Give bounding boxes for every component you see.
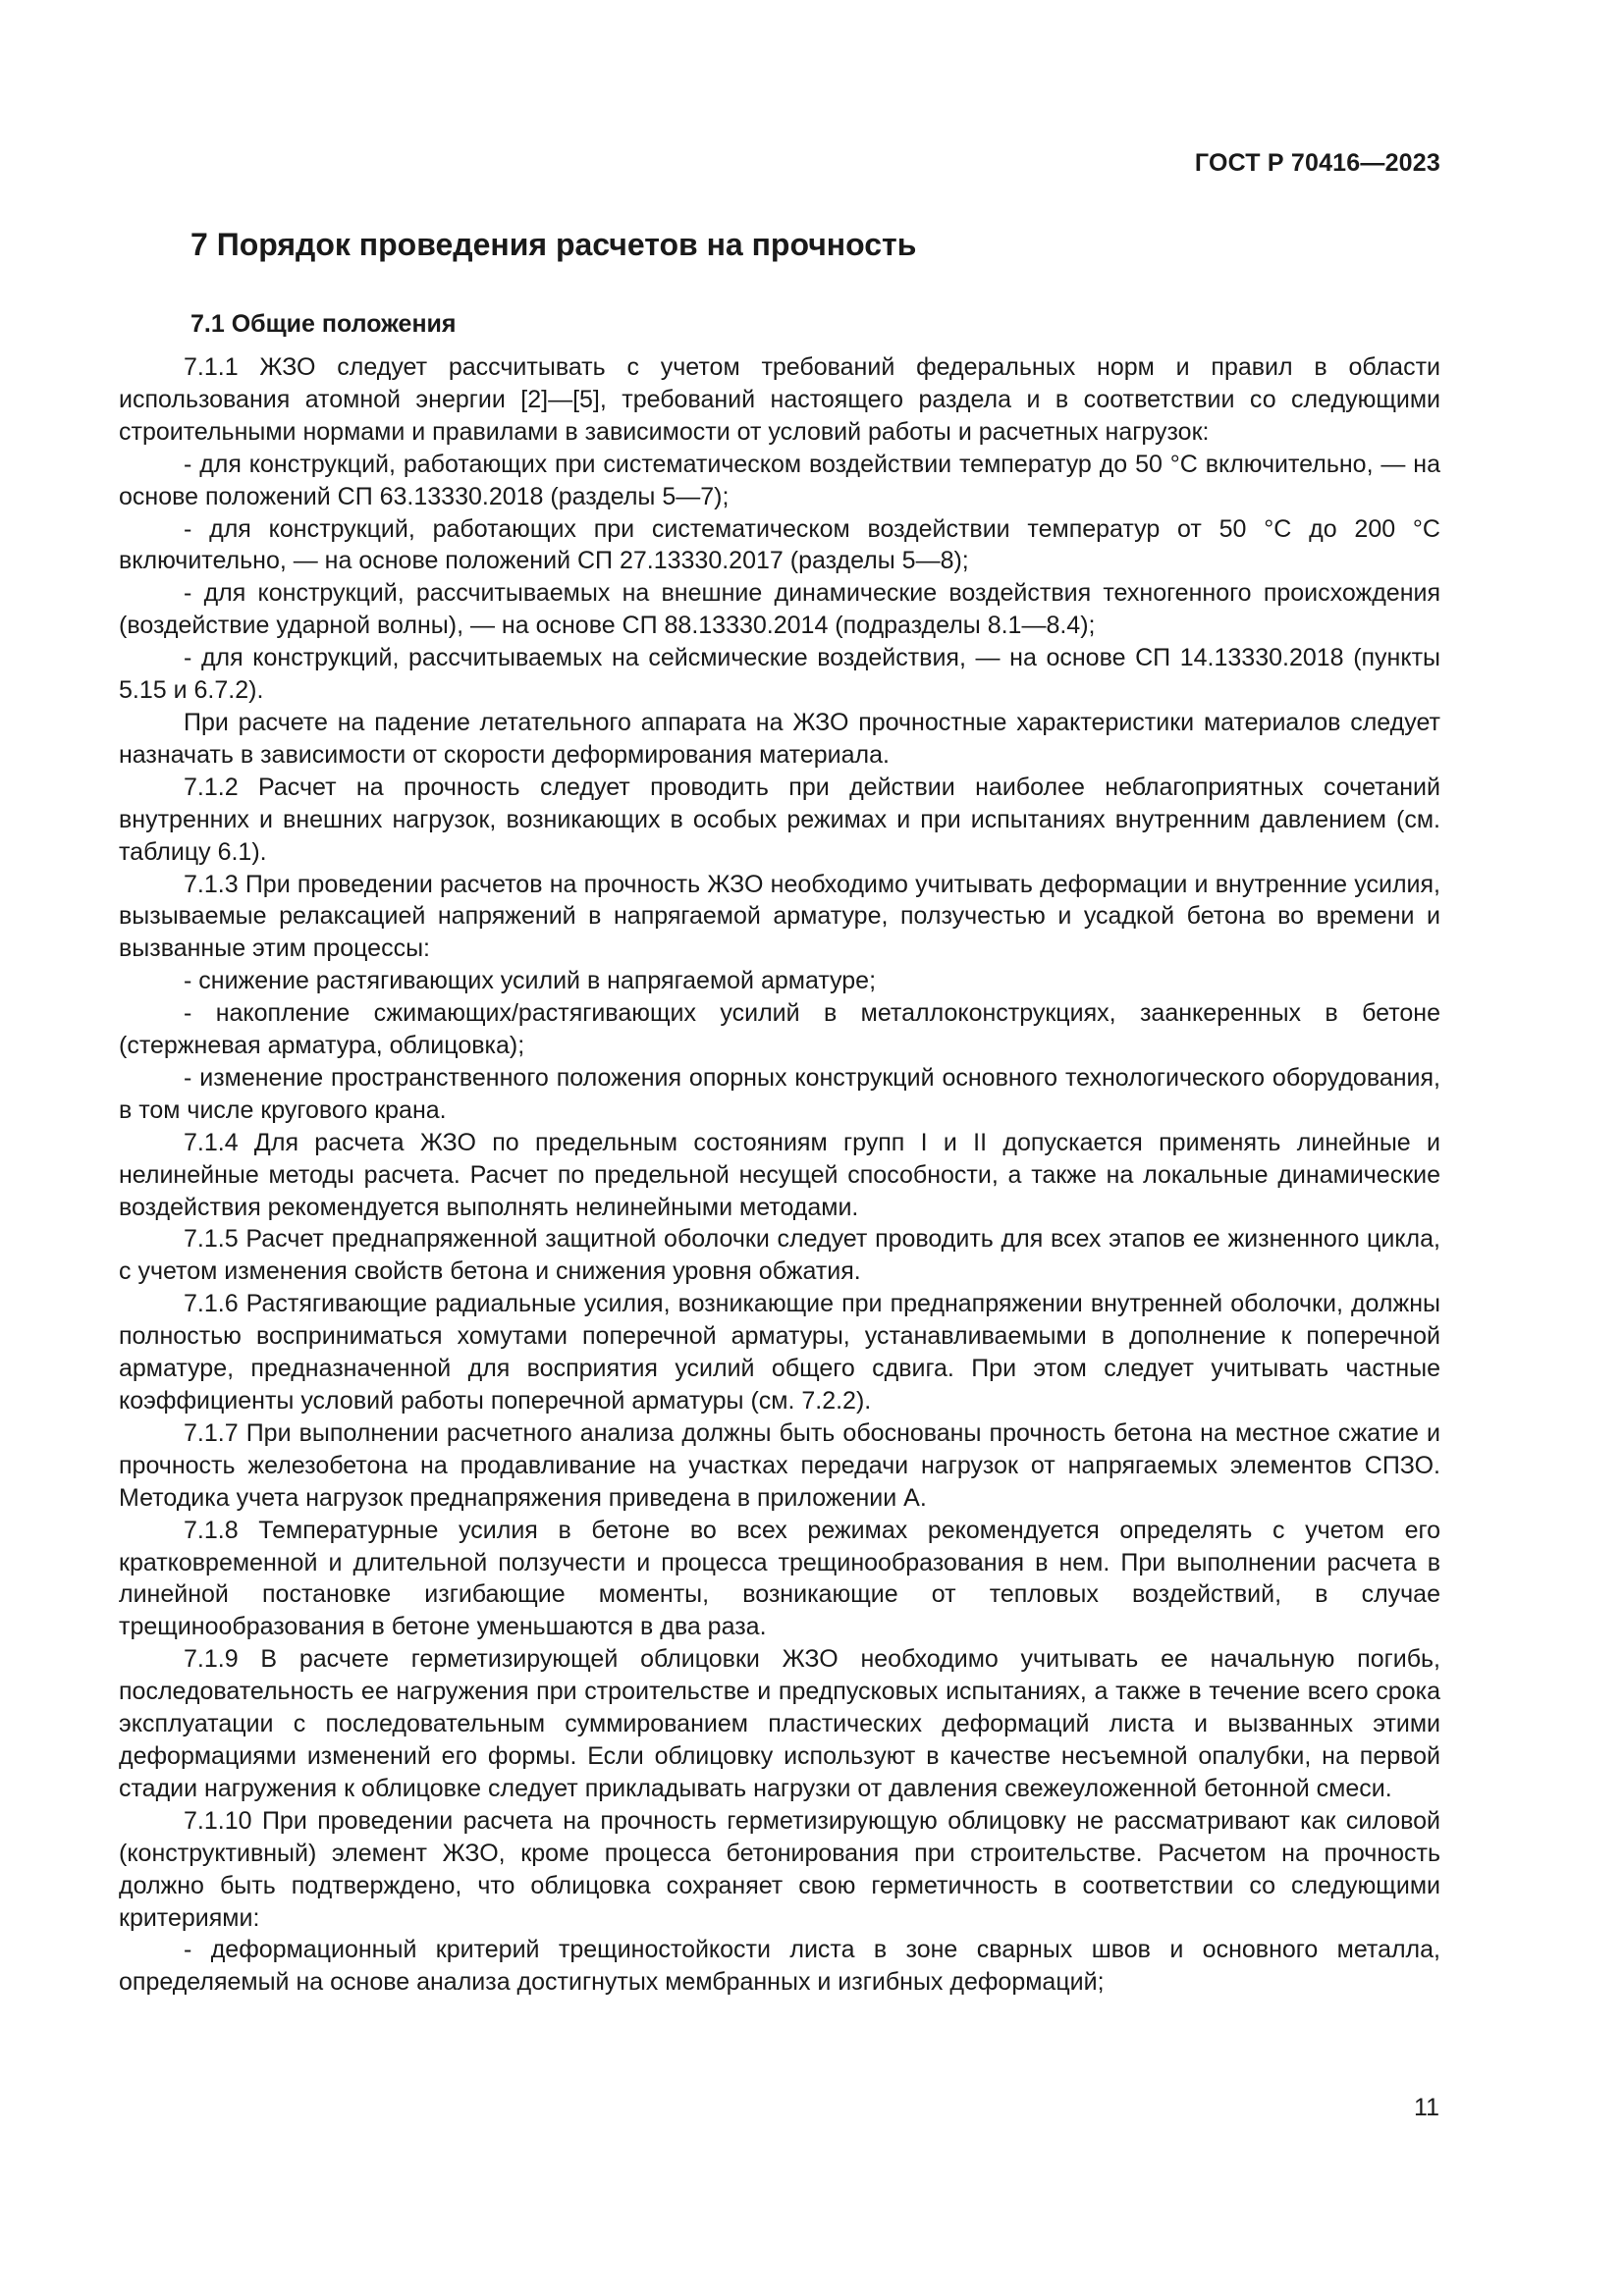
list-item-deformation-criterion: - деформационный критерий трещиностойкости листа в зоне сварных швов и основного металла, определяемый на основе анализа достигнутых мембранных и изгибных деформаций;: [119, 1936, 1440, 1997]
list-item-dynamic: - для конструкций, рассчитываемых на внешние динамические воздействия техногенного происхождения (воздействие ударной волны), — на основе СП 88.13330.2014 (подразделы 8.1—8.4);: [119, 579, 1440, 640]
paragraph-aircraft-impact: При расчете на падение летательного аппарата на ЖЗО прочностные характеристики материалов следует назначать в зависимости от скорости деформирования материала.: [119, 708, 1440, 769]
paragraph-7-1-2: 7.1.2 Расчет на прочность следует проводить при действии наиболее неблагоприятных сочетаний внутренних и внешних нагрузок, возникающих в особых режимах и при испытаниях внутренним давлением (см. таблицу 6.1).: [119, 773, 1440, 866]
paragraph-7-1-7: 7.1.7 При выполнении расчетного анализа должны быть обоснованы прочность бетона на местное сжатие и прочность железобетона на продавливание на участках передачи нагрузок от напрягаемых элементов СПЗО. Методика учета нагрузок преднапряжения приведена в приложении А.: [119, 1418, 1440, 1512]
list-item-temp-50: - для конструкций, работающих при систематическом воздействии температур до 50 °С включительно, — на основе положений СП 63.13330.2018 (разделы 5—7);: [119, 450, 1440, 510]
paragraph-7-1-6: 7.1.6 Растягивающие радиальные усилия, возникающие при преднапряжении внутренней оболочки, должны полностью восприниматься хомутами поперечной арматуры, устанавливаемыми в дополнение к поперечной арматуре, предназначенной для восприятия усилий общего сдвига. При этом следует учитывать частные коэффициенты условий работы поперечной арматуры (см. 7.2.2).: [119, 1290, 1440, 1415]
list-item-seismic: - для конструкций, рассчитываемых на сейсмические воздействия, — на основе СП 14.13330.2018 (пункты 5.15 и 6.7.2).: [119, 644, 1440, 705]
standard-designation: ГОСТ Р 70416—2023: [1194, 149, 1440, 177]
list-item-force-accumulation: - накопление сжимающих/растягивающих усилий в металлоконструкциях, заанкеренных в бетоне (стержневая арматура, облицовка);: [119, 999, 1440, 1060]
section-title: 7 Порядок проведения расчетов на прочность: [190, 227, 917, 262]
paragraph-7-1-1: 7.1.1 ЖЗО следует рассчитывать с учетом требований федеральных норм и правил в области использования атомной энергии [2]—[5], требований настоящего раздела и в соответствии со следующими строительными нормами и правилами в зависимости от условий работы и расчетных нагрузок:: [119, 353, 1440, 446]
paragraph-7-1-9: 7.1.9 В расчете герметизирующей облицовки ЖЗО необходимо учитывать ее начальную погибь, последовательность ее нагружения при строительстве и предпусковых испытаниях, а также в течение всего срока эксплуатации с последовательным суммированием пластических деформаций листа и вызванных этими деформациями изменений его формы. Если облицовку используют в качестве несъемной опалубки, на первой стадии нагружения к облицовке следует прикладывать нагрузки от давления свежеуложенной бетонной смеси.: [119, 1645, 1440, 1802]
paragraph-7-1-3: 7.1.3 При проведении расчетов на прочность ЖЗО необходимо учитывать деформации и внутренние усилия, вызываемые релаксацией напряжений в напрягаемой арматуре, ползучестью и усадкой бетона во времени и вызванные этим процессы:: [119, 870, 1440, 963]
page-body: [119, 218, 1440, 1999]
list-item-temp-50-200: - для конструкций, работающих при систематическом воздействии температур от 50 °С до 200 °С включительно, — на основе положений СП 27.13330.2017 (разделы 5—8);: [119, 514, 1440, 575]
page-number: 11: [1414, 2094, 1439, 2121]
list-item-support-position: - изменение пространственного положения опорных конструкций основного технологического оборудования, в том числе кругового крана.: [119, 1063, 1440, 1124]
paragraph-7-1-10: 7.1.10 При проведении расчета на прочность герметизирующую облицовку не рассматривают как силовой (конструктивный) элемент ЖЗО, кроме процесса бетонирования при строительстве. Расчетом на прочность должно быть подтверждено, что облицовка сохраняет свою герметичность в соответствии со следующими критериями:: [119, 1806, 1440, 1932]
paragraph-7-1-5: 7.1.5 Расчет преднапряженной защитной оболочки следует проводить для всех этапов ее жизненного цикла, с учетом изменения свойств бетона и снижения уровня обжатия.: [119, 1225, 1440, 1286]
list-item-tension-reduction: - снижение растягивающих усилий в напрягаемой арматуре;: [184, 967, 877, 995]
subsection-title: 7.1 Общие положения: [190, 310, 457, 338]
paragraph-7-1-4: 7.1.4 Для расчета ЖЗО по предельным состояниям групп I и II допускается применять линейные и нелинейные методы расчета. Расчет по предельной несущей способности, а также на локальные динамические воздействия рекомендуется выполнять нелинейными методами.: [119, 1128, 1440, 1221]
paragraph-7-1-8: 7.1.8 Температурные усилия в бетоне во всех режимах рекомендуется определять с учетом его кратковременной и длительной ползучести и процесса трещинообразования в нем. При выполнении расчета в линейной постановке изгибающие моменты, возникающие от тепловых воздействий, в случае трещинообразования в бетоне уменьшаются в два раза.: [119, 1516, 1440, 1641]
